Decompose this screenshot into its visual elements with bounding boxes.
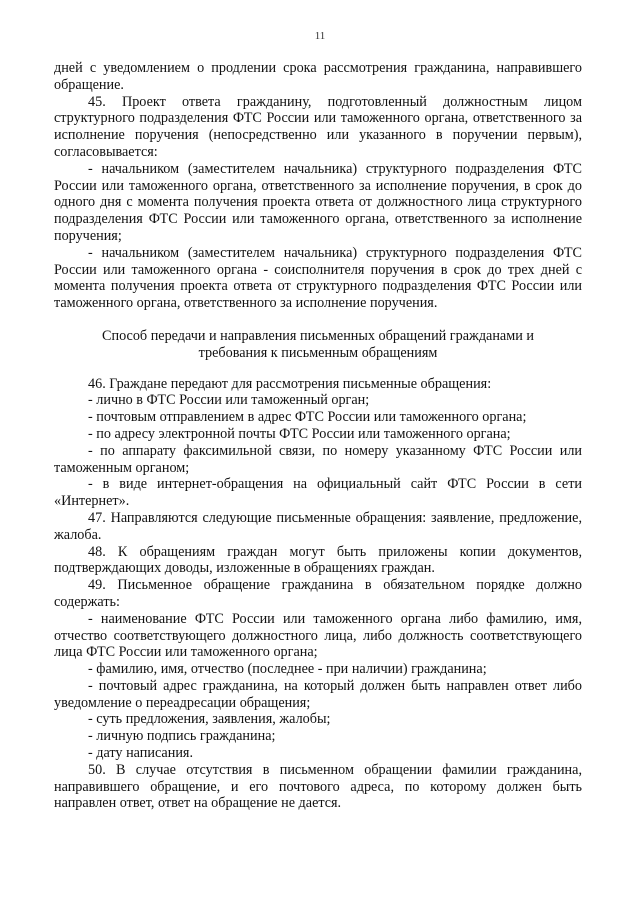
list-item-address: - почтовый адрес гражданина, на который должен быть направлен ответ либо уведомление о переадресации обращения; bbox=[54, 677, 582, 711]
paragraph-45: 45. Проект ответа гражданину, подготовленный должностным лицом структурного подразделения ФТС России или таможенного органа, ответственного за исполнение поручения (непосредственно или указанного в поручении первым), согласовывается: bbox=[54, 93, 582, 160]
list-item-approval-2: - начальником (заместителем начальника) структурного подразделения ФТС России или таможенного органа - соисполнителя поручения в срок до трех дней с момента получения проекта ответа от структурного подразделения ФТС России или таможенного органа, ответственного за исполнение поручения. bbox=[54, 244, 582, 312]
list-item-signature: - личную подпись гражданина; bbox=[88, 728, 276, 745]
list-item-fax: - по аппарату факсимильной связи, по номеру указанному ФТС России или таможенным органом; bbox=[54, 442, 582, 476]
paragraph-49: 49. Письменное обращение гражданина в обязательном порядке должно содержать: bbox=[54, 577, 582, 610]
paragraph-continuation: дней с уведомлением о продлении срока рассмотрения гражданина, направившего обращение. bbox=[54, 60, 582, 93]
list-item-internet: - в виде интернет-обращения на официальный сайт ФТС России в сети «Интернет». bbox=[54, 476, 582, 510]
document-body bbox=[54, 60, 582, 812]
list-item-name: - наименование ФТС России или таможенного органа либо фамилию, имя, отчество соответствующего должностного лица, либо должность соответствующего лица ФТС России или таможенного органа; bbox=[54, 610, 582, 661]
section-heading: Способ передачи и направления письменных обращений гражданами и требования к письменным обращениям bbox=[102, 327, 534, 361]
list-item-post: - почтовым отправлением в адрес ФТС России или таможенного органа; bbox=[88, 409, 527, 426]
page-number: 11 bbox=[314, 30, 326, 42]
list-item-essence: - суть предложения, заявления, жалобы; bbox=[88, 711, 331, 728]
list-item-email: - по адресу электронной почты ФТС России или таможенного органа; bbox=[88, 425, 511, 442]
paragraph-50: 50. В случае отсутствия в письменном обращении фамилии гражданина, направившего обращение, и его почтового адреса, по которому должен быть направлен ответ, ответ на обращение не дается. bbox=[54, 761, 582, 812]
list-item-personally: - лично в ФТС России или таможенный орган; bbox=[88, 392, 370, 409]
list-item-fio: - фамилию, имя, отчество (последнее - при наличии) гражданина; bbox=[88, 661, 487, 678]
paragraph-48: 48. К обращениям граждан могут быть приложены копии документов, подтверждающих доводы, изложенные в обращениях граждан. bbox=[54, 543, 582, 577]
list-item-approval-1: - начальником (заместителем начальника) структурного подразделения ФТС России или таможенного органа, ответственного за исполнение поручения, в срок до одного дня с момента получения проекта ответа от должностного лица структурного подразделения ФТС России или таможенного органа, ответственного за исполнение поручения; bbox=[54, 160, 582, 244]
paragraph-46: 46. Граждане передают для рассмотрения письменные обращения: bbox=[88, 375, 492, 392]
paragraph-47: 47. Направляются следующие письменные обращения: заявление, предложение, жалоба. bbox=[54, 509, 582, 543]
list-item-date: - дату написания. bbox=[88, 745, 193, 762]
